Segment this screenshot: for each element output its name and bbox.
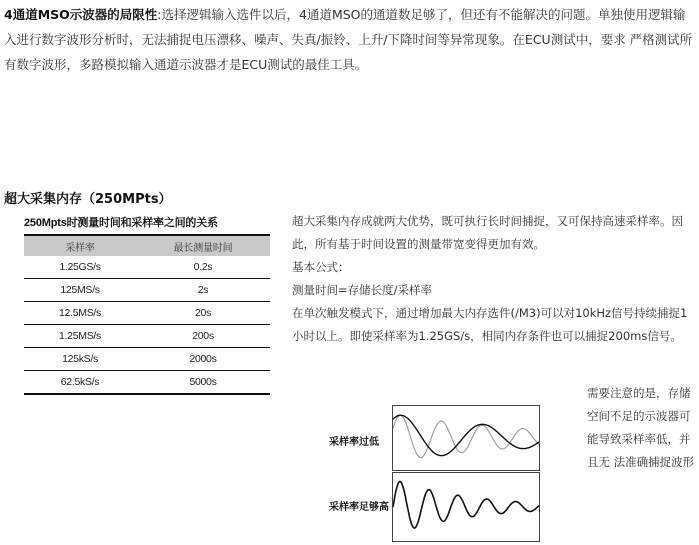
header-sample-rate: 采样率 [24, 235, 136, 256]
waveform-high-rate-plot [393, 473, 539, 541]
cell-rate: 125kS/s [24, 348, 136, 371]
cell-rate: 12.5MS/s [24, 302, 136, 325]
desc-formula-heading: 基本公式： [292, 260, 350, 274]
rate-table-block [24, 214, 272, 395]
waveform-low-rate-plot [393, 406, 539, 470]
intro-paragraph [4, 2, 694, 77]
true-signal-trace [393, 415, 539, 458]
memory-description [292, 210, 688, 348]
low-rate-label: 采样率过低 [329, 437, 379, 448]
desc-advantages: 超大采集内存成就两大优势，既可执行长时间捕捉，又可保持高速采样率。因此，所有基于时间设置的测量带宽变得更加有效。 [292, 214, 683, 251]
cell-time: 2000s [136, 348, 270, 371]
table-caption: 250Mpts时测量时间和采样率之间的关系 [24, 217, 218, 229]
table-row [24, 279, 270, 302]
sampled-signal-trace [393, 482, 539, 529]
cell-rate: 1.25MS/s [24, 325, 136, 348]
desc-formula: 测量时间=存储长度/采样率 [292, 283, 433, 297]
intro-heading: 4通道MSO示波器的局限性 [4, 7, 158, 22]
cell-time: 5000s [136, 371, 270, 395]
cell-rate: 1.25GS/s [24, 256, 136, 279]
high-rate-label: 采样率足够高 [329, 502, 389, 513]
rate-table [24, 234, 270, 395]
table-row [24, 371, 270, 395]
intro-text: :选择逻辑输入选件以后，4通道MSO的通道数足够了，但还有不能解决的问题。单独使用逻辑输入进行数字波形分析时，无法捕捉电压漂移、噪声、失真/振铃、上升/下降时间等异常现象。在ECU测试中，要求 严格测试所有数字波形，多路模拟输入通道示波器才是ECU测试的最佳工具。 [4, 7, 693, 72]
table-row [24, 325, 270, 348]
header-max-time: 最长测量时间 [136, 235, 270, 256]
waveform-low-rate [392, 405, 540, 471]
desc-single-shot: 在单次触发模式下，通过增加最大内存选件(/M3)可以对10kHz信号持续捕捉1小时以上。即使采样率为1.25GS/s，相同内存条件也可以捕捉200ms信号。 [292, 306, 688, 343]
cell-time: 0.2s [136, 256, 270, 279]
cell-rate: 62.5kS/s [24, 371, 136, 395]
table-row [24, 256, 270, 279]
cell-time: 20s [136, 302, 270, 325]
cell-rate: 125MS/s [24, 279, 136, 302]
table-row [24, 302, 270, 325]
table-header-row [24, 235, 270, 256]
section-title: 超大采集内存（250MPts） [4, 192, 172, 207]
cell-time: 200s [136, 325, 270, 348]
table-row [24, 348, 270, 371]
cell-time: 2s [136, 279, 270, 302]
waveform-high-rate [392, 472, 540, 542]
caution-note: 需要注意的是，存储空间不足的示波器可能导致采样率低，并且无 法准确捕捉波形 [587, 386, 695, 469]
